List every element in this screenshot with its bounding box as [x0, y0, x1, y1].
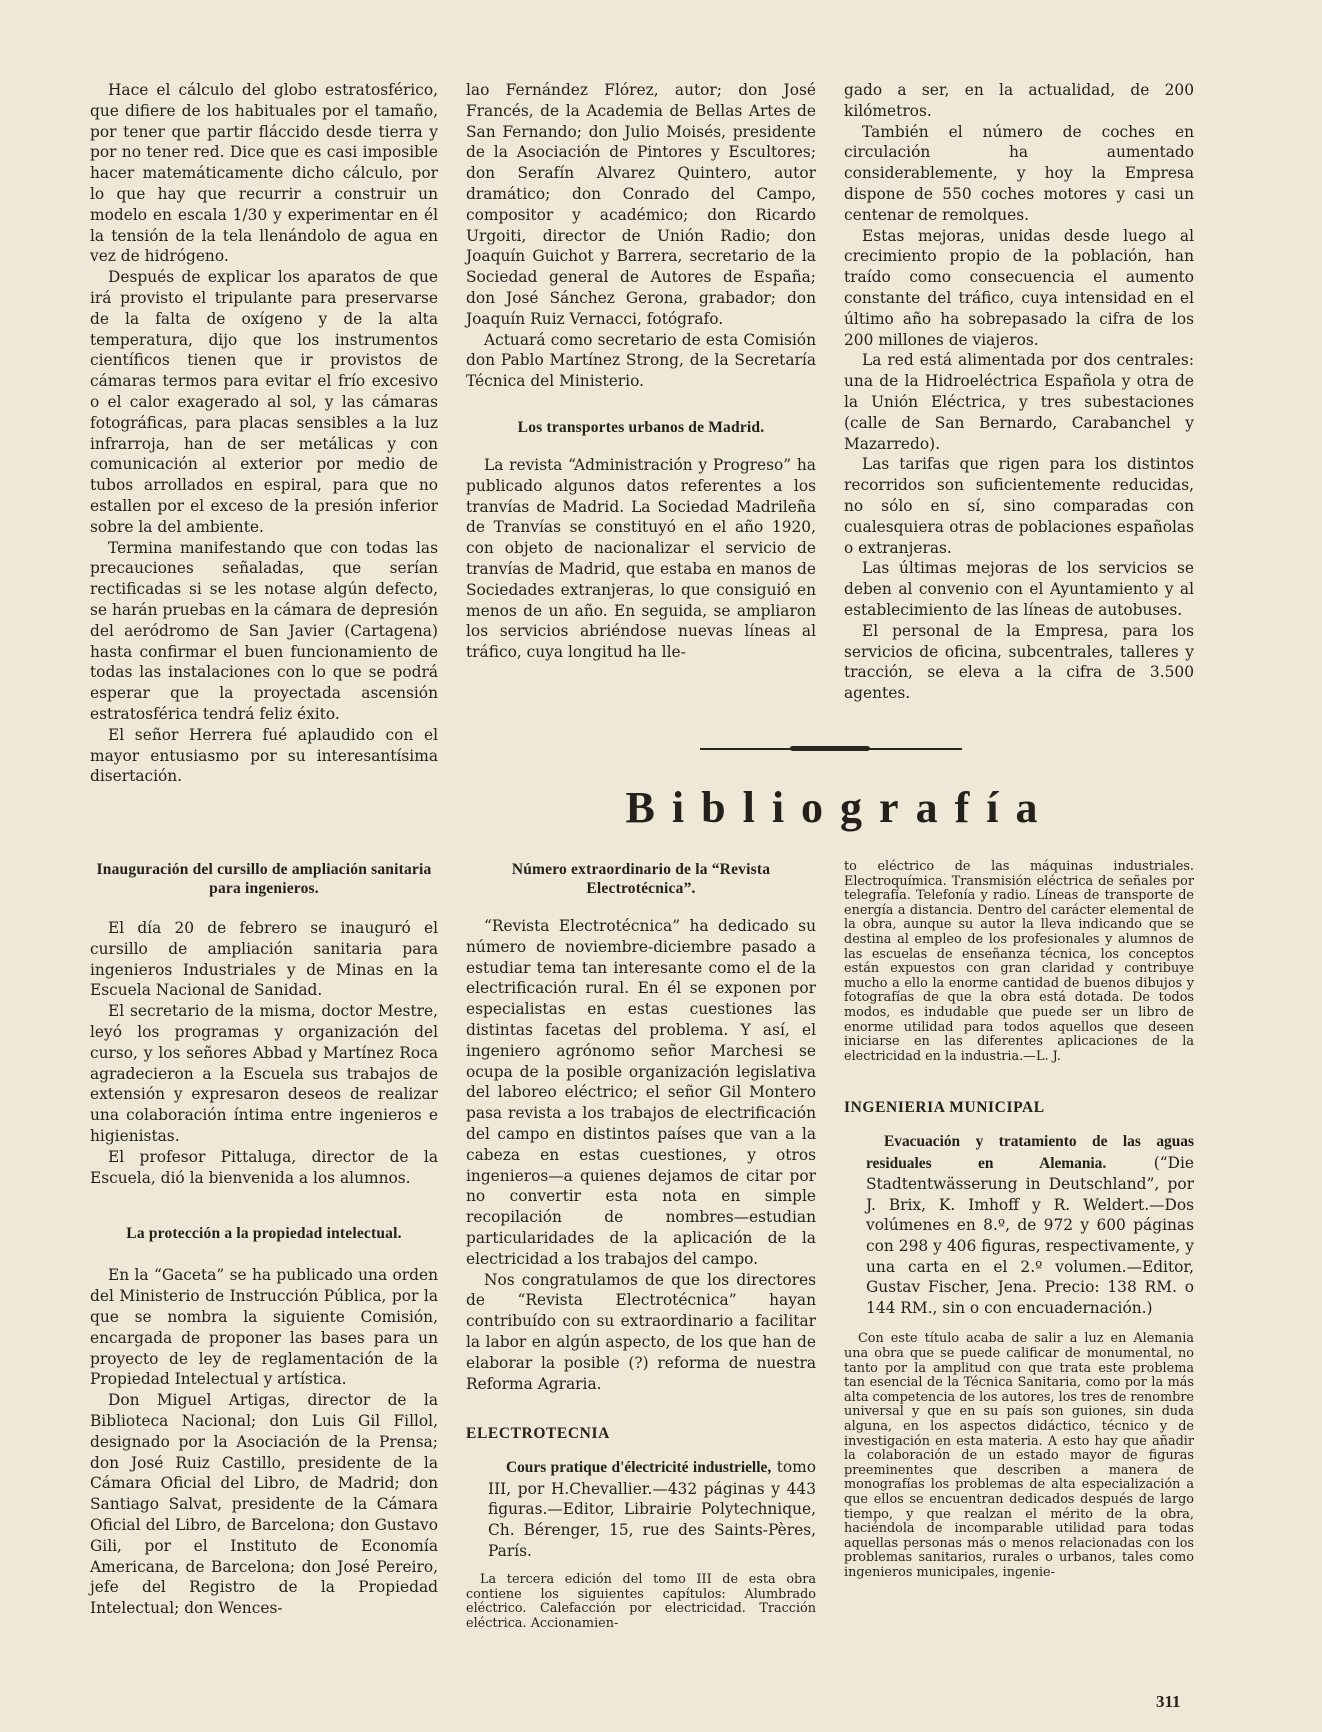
bottom-column-1: [90, 860, 438, 1619]
category-heading: INGENIERIA MUNICIPAL: [844, 1099, 1045, 1117]
section-heading: Número extraordinario de la “Revista Electrotécnica”.: [511, 861, 771, 897]
paragraph: Nos congratulamos de que los directores de “Revista Electrotécnica” hayan contribuído con su extraordinario a facilitar la labor en algún aspecto, de los que han de elaborar la posible (?) reforma de nuestra Reforma Agraria.: [466, 1270, 816, 1393]
paragraph: Estas mejoras, unidas desde luego al crecimiento propio de la población, han traído como consecuencia el aumento constante del tráfico, cuya intensidad en el último año ha sobrepasado la cifra de los 200 millones de viajeros.: [844, 226, 1194, 349]
paragraph: lao Fernández Flórez, autor; don José Francés, de la Academia de Bellas Artes de San Fernando; don Julio Moisés, presidente de la Asociación de Pintores y Escultores; don Serafín Alvarez Quintero, autor dramático; don Conrado del Campo, compositor y académico; don Ricardo Urgoiti, director de Unión Radio; don Joaquín Guichot y Barrera, secretario de la Sociedad general de Autores de España; don José Sánchez Gerona, grabador; don Joaquín Ruiz Vernacci, fotógrafo.: [466, 81, 816, 328]
bibliography-entry: [466, 1457, 816, 1561]
paragraph: gado a ser, en la actualidad, de 200 kilómetros.: [844, 81, 1194, 120]
top-column-1: [90, 80, 438, 787]
paragraph: En la “Gaceta” se ha publicado una orden del Ministerio de Instrucción Pública, por la que se nombra la siguiente Comisión, encargada de proponer las bases para un proyecto de ley de reglamentación de la Propiedad Intelectual y artística.: [90, 1266, 438, 1389]
entry-title: Evacuación y tratamiento de las aguas residuales en Alemania.: [866, 1133, 1194, 1172]
bibliography-entry: [844, 1131, 1194, 1318]
entry-details: (“Die Stadtentwässerung in Deutschland”, por J. Brix, K. Imhoff y R. Weldert.—Dos volúmenes en 8.º, de 972 y 600 páginas con 298 y 406 figuras, respectivamente, y una carta en el 2.º volumen.—Editor, Gustav Fischer, Jena. Precio: 138 RM. o 144 RM., sin o con encuadernación.): [866, 1153, 1194, 1317]
category-heading: ELECTROTECNIA: [466, 1425, 610, 1443]
paragraph: La revista “Administración y Progreso” ha publicado algunos datos referentes a los tranvías de Madrid. La Sociedad Madrileña de Tranvías se constituyó en el año 1920, con objeto de nacionalizar el servicio de tranvías de Madrid, que estaba en manos de Sociedades extranjeras, lo que consiguió en menos de un año. En seguida, se ampliaron los servicios abriéndose nuevas líneas al tráfico, cuya longitud ha lle-: [466, 455, 816, 662]
paragraph: to eléctrico de las máquinas industriales. Electroquímica. Transmisión eléctrica de señales por telegrafía. Telefonía y radio. Líneas de transporte de energía a distancia. Dentro del carácter elemental de la obra, aunque su autor la lleva indicando que se destina al empleo de los profesionales y alumnos de las escuelas de enseñanza técnica, los conceptos están expuestos con gran claridad y contribuye mucho a ello la enorme cantidad de buenos dibujos y fotografías de que la obra está dotada. De todos modos, es indudable que puede ser un libro de enorme utilidad para todos aquellos que deseen iniciarse en las diferentes aplicaciones de la electricidad en la industria.—L. J.: [844, 859, 1194, 1064]
entry-details: tomo III, por H.Chevallier.—432 páginas y 443 figuras.—Editor, Librairie Polytechnique, Ch. Bérenger, 15, rue des Saints-Pères, París.: [488, 1458, 816, 1560]
paragraph: El personal de la Empresa, para los servicios de oficina, subcentrales, talleres y tracción, se eleva a la cifra de 3.500 agentes.: [844, 621, 1194, 703]
top-column-2: [466, 80, 816, 663]
paragraph: Con este título acaba de salir a luz en Alemania una obra que se puede calificar de monumental, no tanto por la amplitud con que trata este problema tan esencial de la Técnica Sanitaria, como por la más alta competencia de los autores, los tres de renombre universal y que en su país son guiones, sin duda alguna, en los aspectos didáctico, técnico y de investigación en esta materia. A esto hay que añadir la colaboración de un estado mayor de figuras preeminentes que describen a manera de monografías los problemas de alta especialización a que ellos se encuentran dedicados después de largo tiempo, y que realzan el mérito de la obra, haciéndola de incomparable utilidad para todas aquellas personas más o menos relacionadas con los problemas sanitarios, rurales o urbanos, tales como ingenieros municipales, ingenie-: [844, 1331, 1195, 1580]
review-text: [844, 1332, 1194, 1580]
section-heading: La protección a la propiedad intelectual.: [126, 1225, 402, 1243]
paragraph: Después de explicar los aparatos de que irá provisto el tripulante para preservarse de la falta de oxígeno y de la alta temperatura, dijo que los instrumentos científicos tienen que ir provistos de cámaras termos para evitar el frío excesivo o el calor exagerado al sol, y las cámaras fotográficas, para placas sensibles a la luz infrarroja, han de ser metálicas y con comunicación al exterior por medio de tubos arrollados en espiral, para que no estallen por el exceso de la presión inferior sobre la del ambiente.: [90, 268, 438, 536]
top-column-3: [844, 80, 1194, 704]
bibliography-banner: Bibliografía: [625, 783, 1055, 832]
paragraph: Hace el cálculo del globo estratosférico, que difiere de los habituales por el tamaño, por tener que partir fláccido desde tierra y por no tener red. Dice que es casi imposible hacer matemáticamente dicho cálculo, por lo que hay que recurrir a construir un modelo en escala 1/30 y experimentar en él la tensión de la tela llenándolo de agua en vez de hidrógeno.: [90, 81, 438, 266]
paragraph: Don Miguel Artigas, director de la Biblioteca Nacional; don Luis Gil Fillol, designado por la Asociación de la Prensa; don José Ruiz Castillo, presidente de la Cámara Oficial del Libro, de Madrid; don Santiago Salvat, presidente de la Cámara Oficial del Libro, de Barcelona; don Gustavo Gili, por el Instituto de Economía Americana, de Barcelona; don José Pereiro, jefe del Registro de la Propiedad Intelectual; don Wences-: [90, 1391, 438, 1618]
paragraph: Las últimas mejoras de los servicios se deben al convenio con el Ayuntamiento y al establecimiento de las líneas de autobuses.: [844, 559, 1194, 619]
decorative-rule-ornament: [790, 746, 870, 751]
paragraph: El día 20 de febrero se inauguró el cursillo de ampliación sanitaria para ingenieros Industriales y de Minas en la Escuela Nacional de Sanidad.: [90, 919, 438, 1000]
paragraph: Termina manifestando que con todas las precauciones señaladas, que serían rectificadas si se les notase algún defecto, se harán pruebas en la cámara de depresión del aeródromo de San Javier (Cartagena) hasta confirmar el buen funcionamiento de todas las instalaciones con lo que se podrá esperar que la proyectada ascensión estratosférica tendrá feliz éxito.: [90, 538, 438, 723]
review-text: [466, 1573, 816, 1631]
section-heading: Los transportes urbanos de Madrid.: [517, 418, 765, 436]
paragraph: “Revista Electrotécnica” ha dedicado su número de noviembre-diciembre pasado a estudiar tema tan interesante como el de la electrificación rural. En él se exponen por especialistas en estas cuestiones las distintas facetas del problema. Y así, el ingeniero agrónomo señor Marchesi se ocupa de la posible organización legislativa del laboreo eléctrico; el señor Gil Montero pasa revista a los trabajos de electrificación del campo en distintos países que van a la cabeza en estas cuestiones, y otros ingenieros—a quienes dejamos de citar por no convertir esta nota en simple recopilación de nombres—estudian particularidades de la aplicación de la electricidad a los trabajos del campo.: [466, 917, 816, 1268]
bottom-column-2: [466, 860, 816, 1631]
paragraph: El señor Herrera fué aplaudido con el mayor entusiasmo por su interesantísima disertación.: [90, 725, 438, 786]
section-heading: Inauguración del cursillo de ampliación sanitaria para ingenieros.: [96, 861, 432, 897]
paragraph: El profesor Pittaluga, director de la Escuela, dió la bienvenida a los alumnos.: [90, 1147, 438, 1187]
paragraph: La tercera edición del tomo III de esta obra contiene los siguientes capítulos: Alumbrado eléctrico. Calefacción por electricidad. Tracción eléctrica. Accionamien-: [466, 1572, 816, 1631]
paragraph: La red está alimentada por dos centrales: una de la Hidroeléctrica Española y otra de la Unión Eléctrica, y tres subestaciones (calle de San Bernardo, Carabanchel y Mazarredo).: [844, 351, 1194, 453]
bottom-column-3: [844, 860, 1194, 1581]
page-number: 311: [1156, 1692, 1181, 1711]
review-text: [844, 860, 1194, 1064]
paragraph: También el número de coches en circulación ha aumentado considerablemente, y hoy la Empresa dispone de 550 coches motores y casi un centenar de remolques.: [844, 122, 1194, 224]
paragraph: Actuará como secretario de esta Comisión don Pablo Martínez Strong, de la Secretaría Técnica del Ministerio.: [466, 330, 816, 391]
paragraph: Las tarifas que rigen para los distintos recorridos son suficientemente reducidas, no sólo en sí, sino comparadas con cualesquiera otras de poblaciones españolas o extranjeras.: [844, 455, 1194, 557]
paragraph: El secretario de la misma, doctor Mestre, leyó los programas y organización del curso, y los señores Abbad y Martínez Roca agradecieron a la Escuela sus trabajos de extensión y expresaron deseos de realizar una colaboración íntima entre ingenieros e higienistas.: [90, 1002, 438, 1145]
entry-title: Cours pratique d'électricité industrielle,: [506, 1459, 772, 1477]
